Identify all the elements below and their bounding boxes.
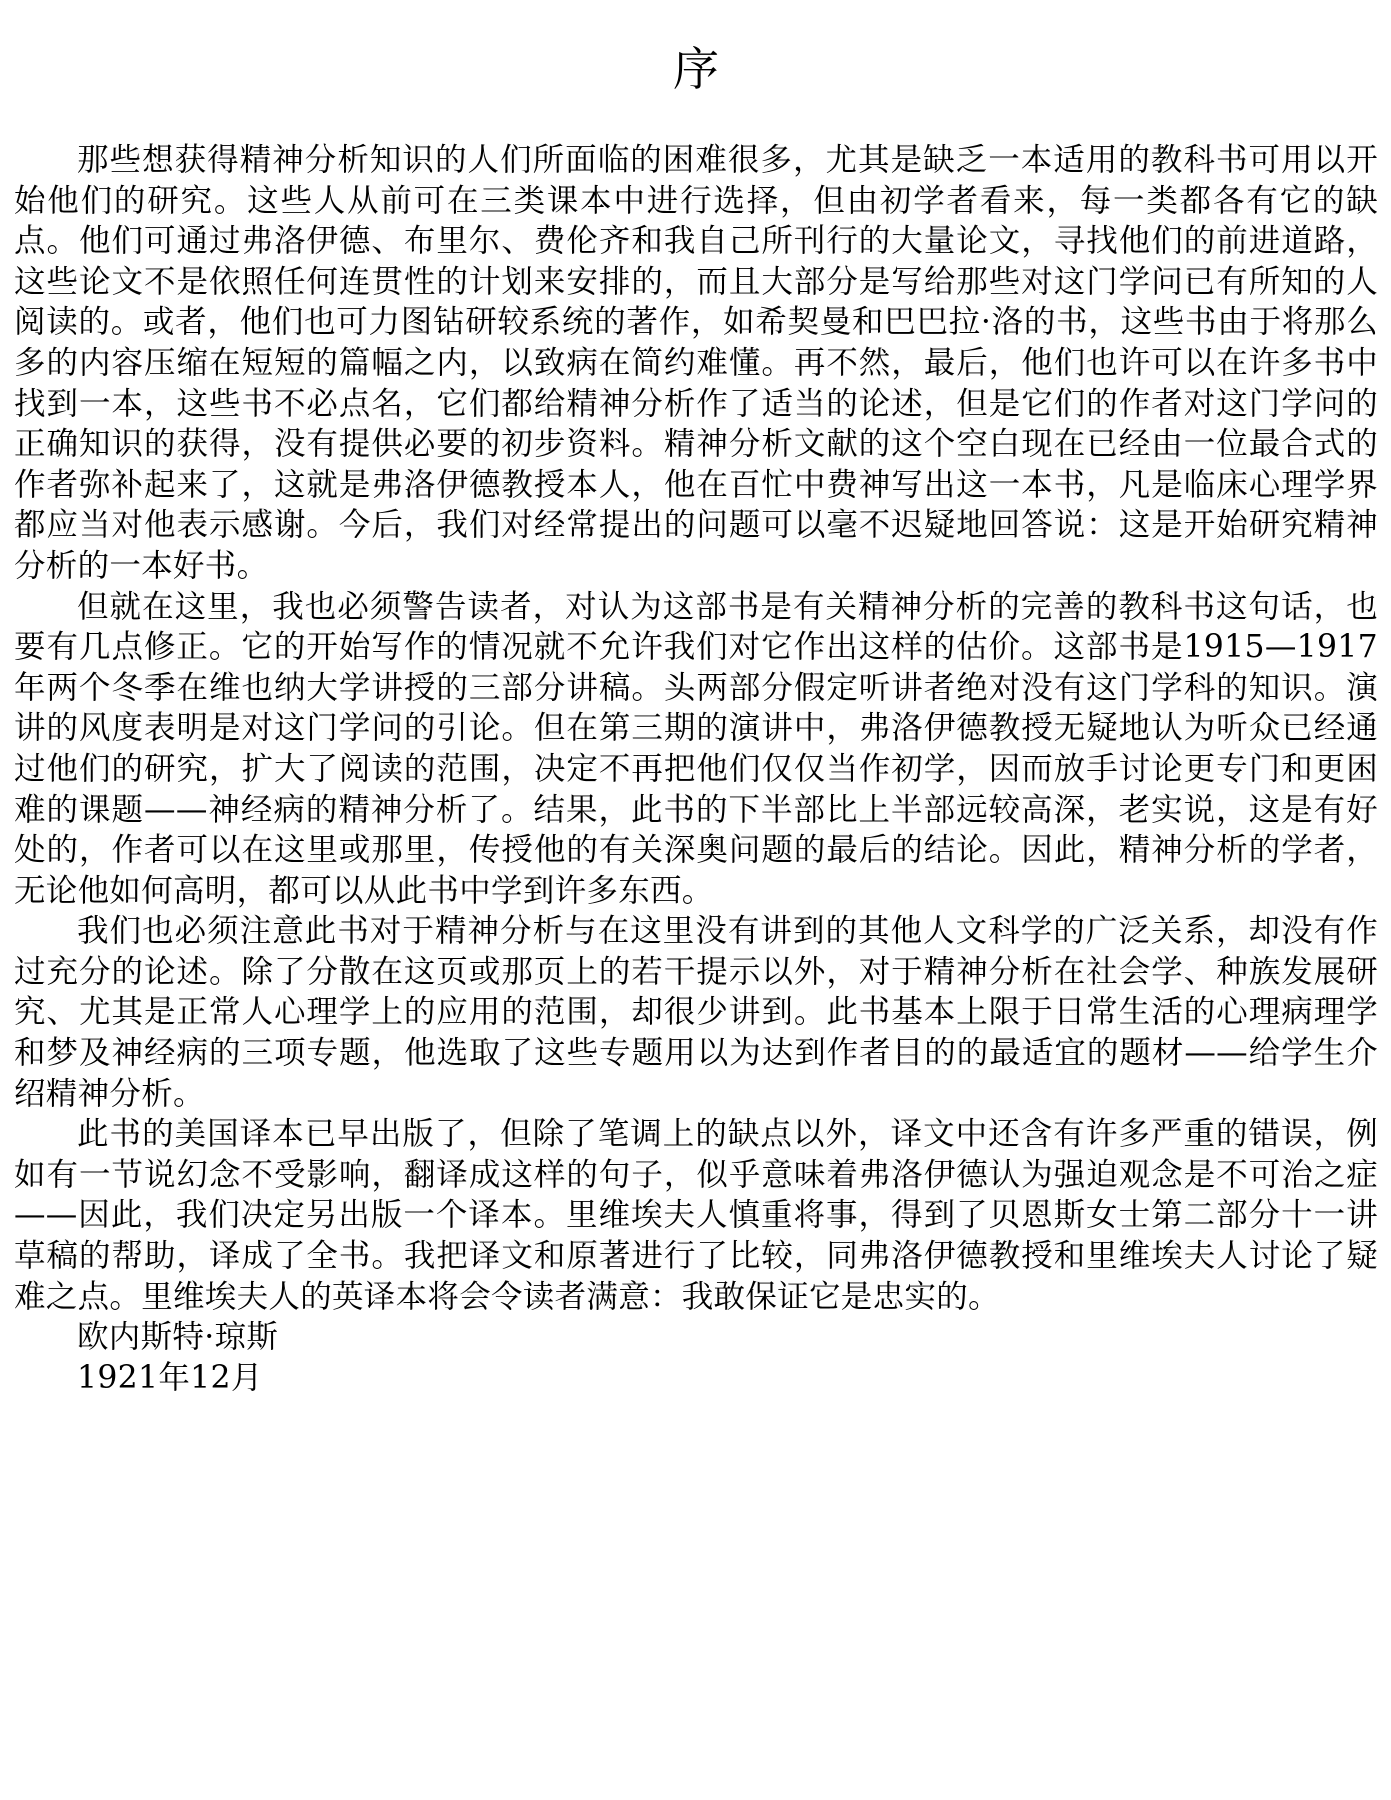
paragraph-4: 此书的美国译本已早出版了，但除了笔调上的缺点以外，译文中还含有许多严重的错误，例如有一节说幻念不受影响，翻译成这样的句子，似乎意味着弗洛伊德认为强迫观念是不可治之症——因此，我们决定另出版一个译本。里维埃夫人慎重将事，得到了贝恩斯女士第二部分十一讲草稿的帮助，译成了全书。我把译文和原著进行了比较，同弗洛伊德教授和里维埃夫人讨论了疑难之点。里维埃夫人的英译本将会令读者满意：我敢保证它是忠实的。 [14,1116,1378,1315]
page-title: 序 [673,42,719,96]
preface-body [14,140,1378,1317]
paragraph-3: 我们也必须注意此书对于精神分析与在这里没有讲到的其他人文科学的广泛关系，却没有作过充分的论述。除了分散在这页或那页上的若干提示以外，对于精神分析在社会学、种族发展研究、尤其是正常人心理学上的应用的范围，却很少讲到。此书基本上限于日常生活的心理病理学和梦及神经病的三项专题，他选取了这些专题用以为达到作者目的的最适宜的题材——给学生介绍精神分析。 [14,913,1378,1112]
signature-block [14,1317,1378,1398]
paragraph-2: 但就在这里，我也必须警告读者，对认为这部书是有关精神分析的完善的教科书这句话，也要有几点修正。它的开始写作的情况就不允许我们对它作出这样的估价。这部书是1915—1917年两个冬季在维也纳大学讲授的三部分讲稿。头两部分假定听讲者绝对没有这门学科的知识。演讲的风度表明是对这门学问的引论。但在第三期的演讲中，弗洛伊德教授无疑地认为听众已经通过他们的研究，扩大了阅读的范围，决定不再把他们仅仅当作初学，因而放手讨论更专门和更困难的课题——神经病的精神分析了。结果，此书的下半部比上半部远较高深，老实说，这是有好处的，作者可以在这里或那里，传授他的有关深奥问题的最后的结论。因此，精神分析的学者，无论他如何高明，都可以从此书中学到许多东西。 [14,588,1378,909]
document-page [14,38,1378,1398]
paragraph-1: 那些想获得精神分析知识的人们所面临的困难很多，尤其是缺乏一本适用的教科书可用以开始他们的研究。这些人从前可在三类课本中进行选择，但由初学者看来，每一类都各有它的缺点。他们可通过弗洛伊德、布里尔、费伦齐和我自己所刊行的大量论文，寻找他们的前进道路，这些论文不是依照任何连贯性的计划来安排的，而且大部分是写给那些对这门学问已有所知的人阅读的。或者，他们也可力图钻研较系统的著作，如希契曼和巴巴拉·洛的书，这些书由于将那么多的内容压缩在短短的篇幅之内，以致病在简约难懂。再不然，最后，他们也许可以在许多书中找到一本，这些书不必点名，它们都给精神分析作了适当的论述，但是它们的作者对这门学问的正确知识的获得，没有提供必要的初步资料。精神分析文献的这个空白现在已经由一位最合式的作者弥补起来了，这就是弗洛伊德教授本人，他在百忙中费神写出这一本书，凡是临床心理学界都应当对他表示感谢。今后，我们对经常提出的问题可以毫不迟疑地回答说：这是开始研究精神分析的一本好书。 [14,142,1378,584]
signature-author: 欧内斯特·琼斯 [77,1319,279,1356]
signature-date: 1921年12月 [77,1359,263,1396]
